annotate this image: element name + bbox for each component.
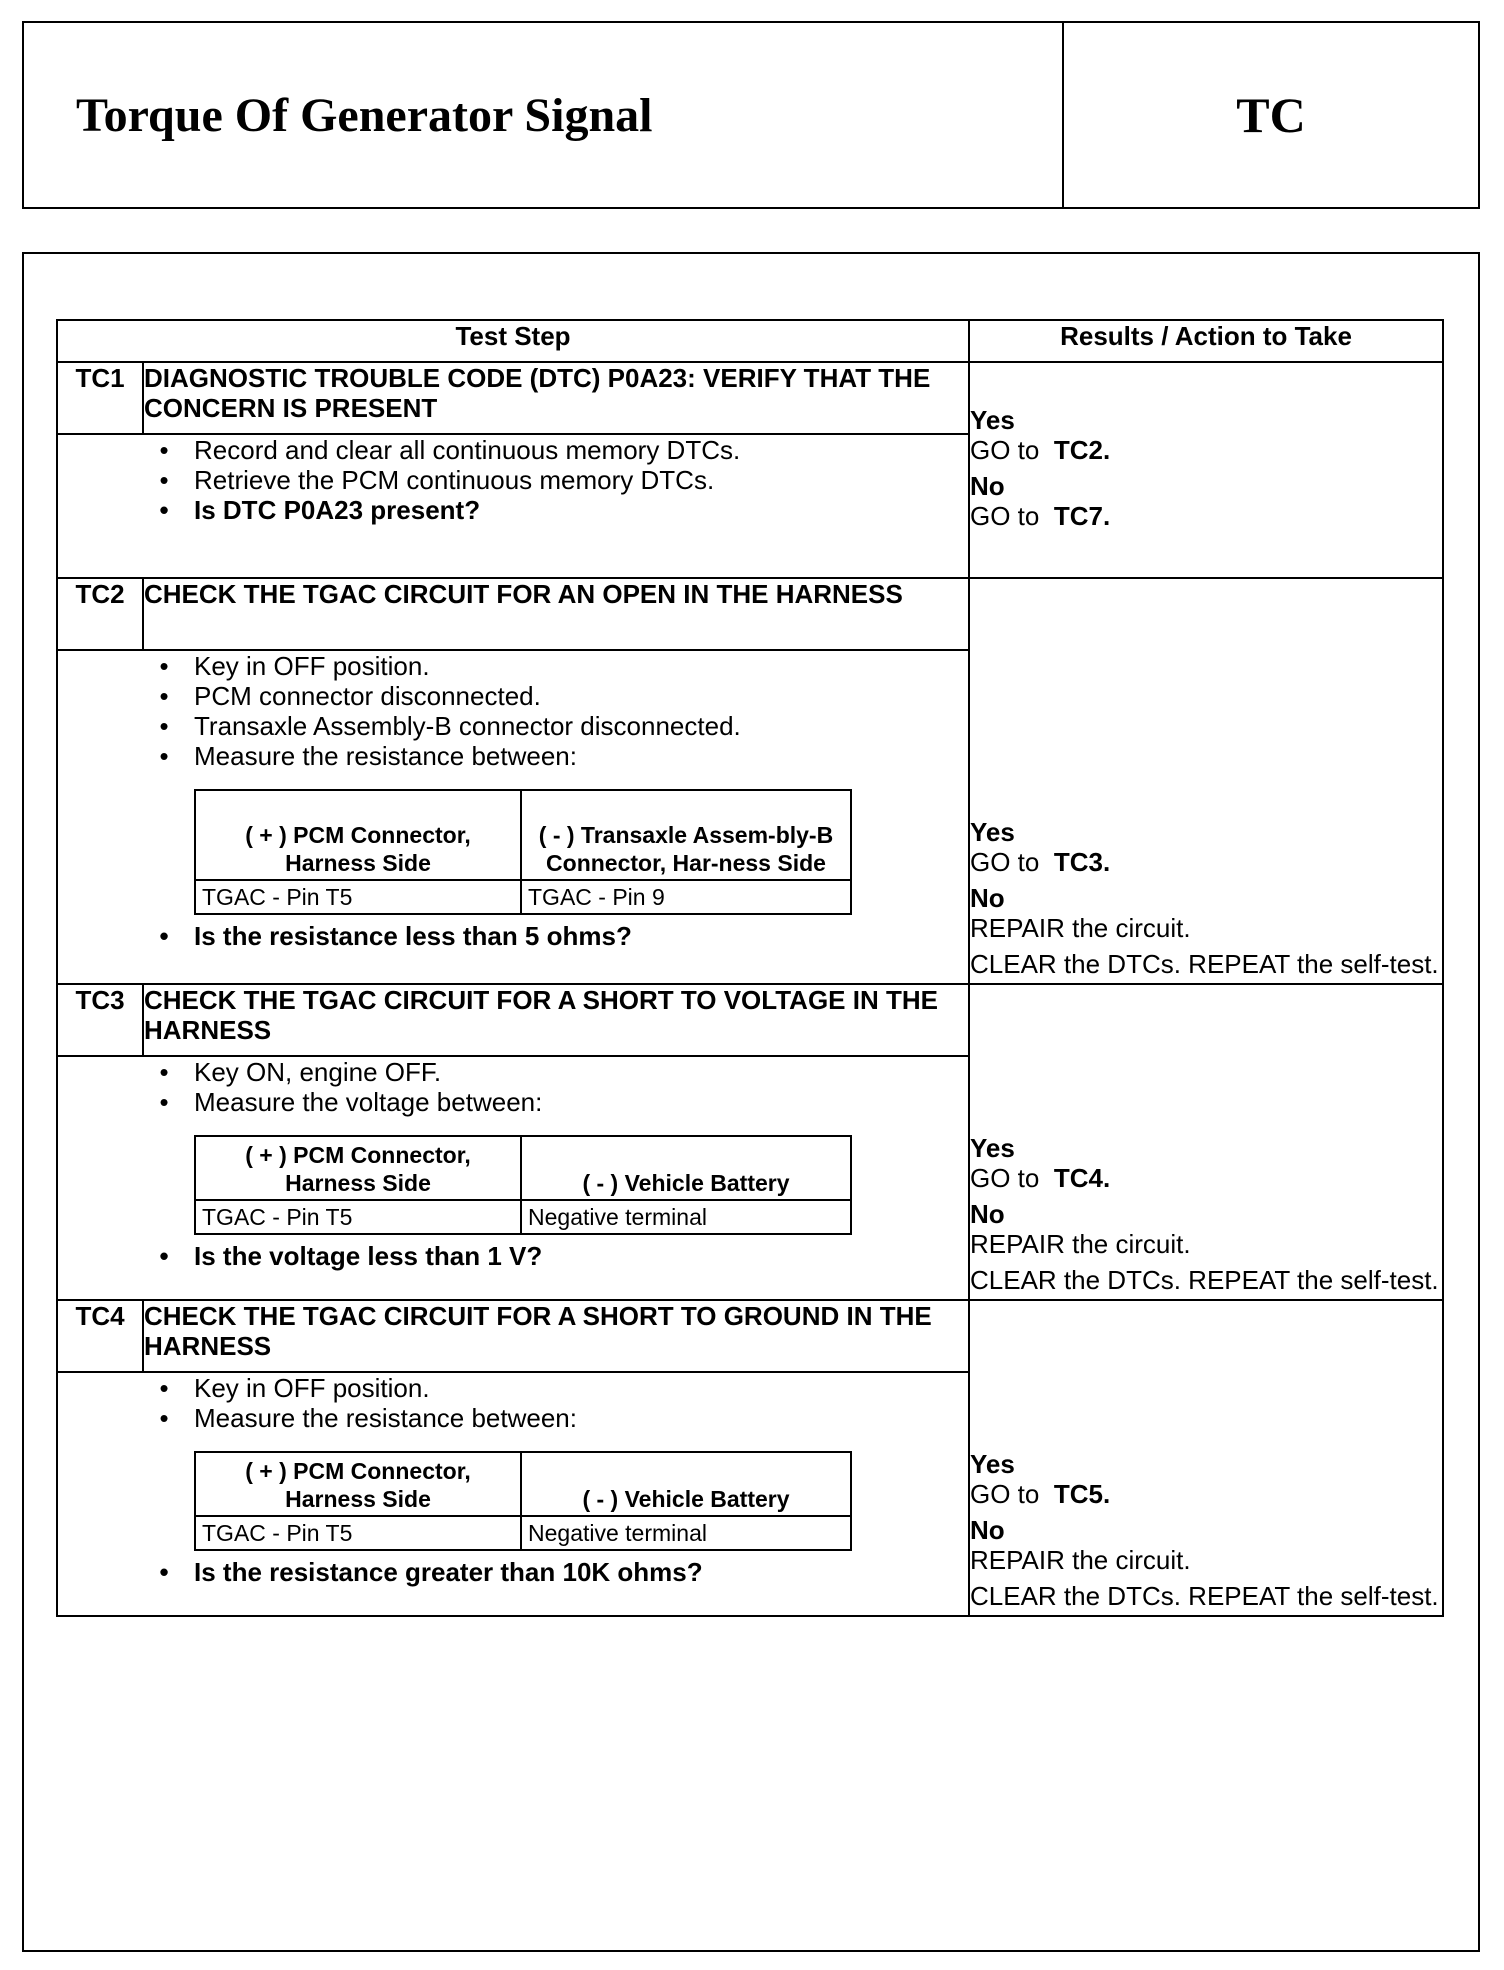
step-result <box>969 1300 1443 1616</box>
step-bullet: • Measure the resistance between: <box>154 1403 968 1433</box>
step-bullet: • Retrieve the PCM continuous memory DTCs. <box>154 465 968 495</box>
step-bullet: • Key in OFF position. <box>154 1373 968 1403</box>
table-header-row <box>57 320 1443 362</box>
yes-action: GO to <box>970 1163 1040 1193</box>
step-bullet: • Transaxle Assembly-B connector disconnected. <box>154 711 968 741</box>
meas-header-negative: ( - ) Vehicle Battery <box>521 1452 851 1516</box>
result-no <box>970 883 1442 979</box>
result-yes <box>970 1133 1442 1193</box>
no-extra: CLEAR the DTCs. REPEAT the self-test. <box>970 1265 1439 1295</box>
step-title-row <box>57 362 1443 434</box>
step-result <box>969 984 1443 1300</box>
step-bullet: • Measure the voltage between: <box>154 1087 968 1117</box>
meas-header-negative: ( - ) Transaxle Assem-bly-B Connector, Har-ness Side <box>521 790 851 880</box>
no-action: REPAIR the circuit. <box>970 1229 1191 1259</box>
meas-header-positive: ( + ) PCM Connector, Harness Side <box>195 790 521 880</box>
no-label: No <box>970 1199 1005 1229</box>
step-bullet: • Key in OFF position. <box>154 651 968 681</box>
no-label: No <box>970 883 1005 913</box>
step-question: • Is DTC P0A23 present? <box>154 495 968 525</box>
step-title-row <box>57 1300 1443 1372</box>
result-no <box>970 471 1442 531</box>
step-title: CHECK THE TGAC CIRCUIT FOR AN OPEN IN THE HARNESS <box>143 578 969 650</box>
result-no <box>970 1515 1442 1611</box>
step-body <box>57 1372 969 1616</box>
step-question: • Is the resistance less than 5 ohms? <box>154 921 968 951</box>
measurement-table <box>194 789 852 915</box>
meas-header-negative: ( - ) Vehicle Battery <box>521 1136 851 1200</box>
step-id: TC2 <box>57 578 143 650</box>
result-yes <box>970 1449 1442 1509</box>
result-yes <box>970 405 1442 465</box>
result-yes <box>970 817 1442 877</box>
yes-label: Yes <box>970 1449 1015 1479</box>
step-title-row <box>57 984 1443 1056</box>
no-action: REPAIR the circuit. <box>970 1545 1191 1575</box>
meas-cell: TGAC - Pin 9 <box>521 880 851 914</box>
header-box <box>22 21 1480 209</box>
result-no <box>970 1199 1442 1295</box>
step-question: • Is the resistance greater than 10K ohms? <box>154 1557 968 1587</box>
step-bullet: • Record and clear all continuous memory DTCs. <box>154 435 968 465</box>
no-target: TC7. <box>1053 501 1111 531</box>
meas-header-positive: ( + ) PCM Connector, Harness Side <box>195 1136 521 1200</box>
section-code: TC <box>1236 87 1306 143</box>
step-body <box>57 650 969 984</box>
meas-header-positive: ( + ) PCM Connector, Harness Side <box>195 1452 521 1516</box>
meas-cell: Negative terminal <box>521 1516 851 1550</box>
col-header-test-step: Test Step <box>57 320 969 362</box>
yes-label: Yes <box>970 1133 1015 1163</box>
step-title-row <box>57 578 1443 650</box>
yes-label: Yes <box>970 405 1015 435</box>
step-result <box>969 578 1443 984</box>
no-action: REPAIR the circuit. <box>970 913 1191 943</box>
yes-action: GO to <box>970 435 1040 465</box>
meas-cell: Negative terminal <box>521 1200 851 1234</box>
meas-cell: TGAC - Pin T5 <box>195 1200 521 1234</box>
no-extra: CLEAR the DTCs. REPEAT the self-test. <box>970 949 1439 979</box>
step-bullet: • Key ON, engine OFF. <box>154 1057 968 1087</box>
yes-action: GO to <box>970 1479 1040 1509</box>
page-title: Torque Of Generator Signal <box>76 88 653 142</box>
no-label: No <box>970 471 1005 501</box>
test-step-table <box>56 319 1444 1617</box>
step-body <box>57 434 969 578</box>
step-title: CHECK THE TGAC CIRCUIT FOR A SHORT TO GROUND IN THE HARNESS <box>143 1300 969 1372</box>
step-title: DIAGNOSTIC TROUBLE CODE (DTC) P0A23: VERIFY THAT THE CONCERN IS PRESENT <box>143 362 969 434</box>
step-bullet: • PCM connector disconnected. <box>154 681 968 711</box>
step-body <box>57 1056 969 1300</box>
step-id: TC3 <box>57 984 143 1056</box>
meas-cell: TGAC - Pin T5 <box>195 1516 521 1550</box>
no-label: No <box>970 1515 1005 1545</box>
yes-label: Yes <box>970 817 1015 847</box>
col-header-results: Results / Action to Take <box>969 320 1443 362</box>
yes-target: TC4. <box>1053 1163 1111 1193</box>
yes-target: TC2. <box>1053 435 1111 465</box>
step-title: CHECK THE TGAC CIRCUIT FOR A SHORT TO VOLTAGE IN THE HARNESS <box>143 984 969 1056</box>
step-id: TC4 <box>57 1300 143 1372</box>
meas-cell: TGAC - Pin T5 <box>195 880 521 914</box>
step-id: TC1 <box>57 362 143 434</box>
yes-target: TC3. <box>1053 847 1111 877</box>
no-extra: CLEAR the DTCs. REPEAT the self-test. <box>970 1581 1439 1611</box>
yes-target: TC5. <box>1053 1479 1111 1509</box>
yes-action: GO to <box>970 847 1040 877</box>
no-action: GO to <box>970 501 1040 531</box>
measurement-table <box>194 1451 852 1551</box>
step-result <box>969 362 1443 578</box>
step-bullet: • Measure the resistance between: <box>154 741 968 771</box>
measurement-table <box>194 1135 852 1235</box>
step-question: • Is the voltage less than 1 V? <box>154 1241 968 1271</box>
